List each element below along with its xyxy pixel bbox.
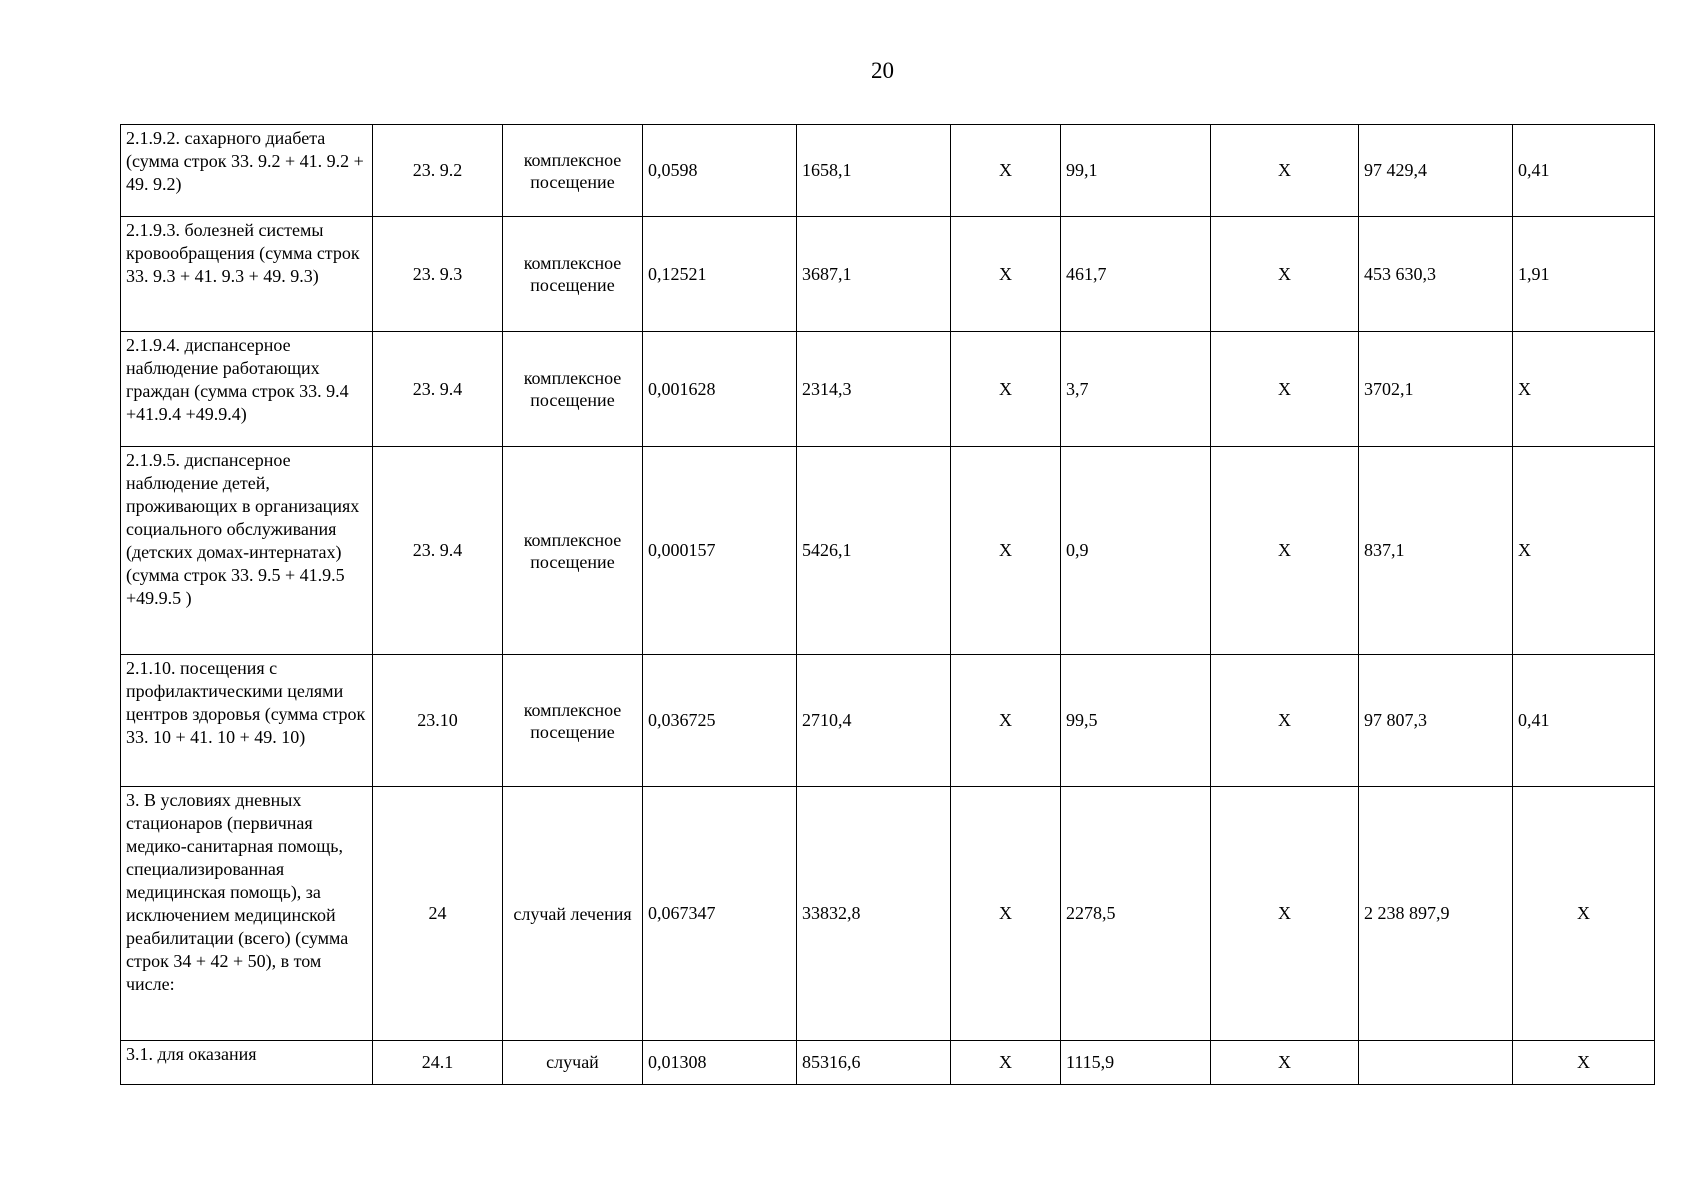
row-volume: 0,01308 <box>643 1041 797 1085</box>
row-cost: 33832,8 <box>797 787 951 1041</box>
row-col6: Х <box>951 217 1061 332</box>
row-col10: Х <box>1513 1041 1655 1085</box>
row-col7: 0,9 <box>1061 447 1211 655</box>
row-col8: Х <box>1211 447 1359 655</box>
row-col6: Х <box>951 787 1061 1041</box>
row-line-number: 23. 9.4 <box>373 447 503 655</box>
row-col6: Х <box>951 655 1061 787</box>
table-row <box>121 655 1655 787</box>
table-row <box>121 447 1655 655</box>
row-line-number: 24 <box>373 787 503 1041</box>
row-name: 2.1.9.4. диспансерное наблюдение работающих граждан (сумма строк 33. 9.4 +41.9.4 +49.9.4) <box>121 332 373 447</box>
row-volume: 0,000157 <box>643 447 797 655</box>
row-col7: 3,7 <box>1061 332 1211 447</box>
page-number: 20 <box>871 58 894 83</box>
row-col7: 99,5 <box>1061 655 1211 787</box>
row-name: 2.1.10. посещения с профилактическими целями центров здоровья (сумма строк 33. 10 + 41. 10 + 49. 10) <box>121 655 373 787</box>
row-col10: 0,41 <box>1513 655 1655 787</box>
row-unit: комплексное посещение <box>503 447 643 655</box>
row-unit: комплексное посещение <box>503 125 643 217</box>
row-col8: Х <box>1211 125 1359 217</box>
row-volume: 0,12521 <box>643 217 797 332</box>
row-col10: 1,91 <box>1513 217 1655 332</box>
row-cost: 3687,1 <box>797 217 951 332</box>
row-col8: Х <box>1211 332 1359 447</box>
row-col6: Х <box>951 1041 1061 1085</box>
row-name: 3.1. для оказания <box>121 1041 373 1085</box>
row-col6: Х <box>951 332 1061 447</box>
row-cost: 1658,1 <box>797 125 951 217</box>
row-col10: Х <box>1513 787 1655 1041</box>
row-col9: 2 238 897,9 <box>1359 787 1513 1041</box>
row-cost: 2314,3 <box>797 332 951 447</box>
row-col9: 97 429,4 <box>1359 125 1513 217</box>
row-line-number: 23. 9.2 <box>373 125 503 217</box>
row-col9: 453 630,3 <box>1359 217 1513 332</box>
row-col7: 1115,9 <box>1061 1041 1211 1085</box>
row-volume: 0,001628 <box>643 332 797 447</box>
row-col9: 837,1 <box>1359 447 1513 655</box>
row-col10: 0,41 <box>1513 125 1655 217</box>
row-col7: 2278,5 <box>1061 787 1211 1041</box>
row-col10: Х <box>1513 332 1655 447</box>
row-volume: 0,0598 <box>643 125 797 217</box>
row-line-number: 23.10 <box>373 655 503 787</box>
row-cost: 5426,1 <box>797 447 951 655</box>
row-unit: комплексное посещение <box>503 217 643 332</box>
row-line-number: 24.1 <box>373 1041 503 1085</box>
data-table <box>120 124 1655 1085</box>
row-cost: 2710,4 <box>797 655 951 787</box>
row-col8: Х <box>1211 1041 1359 1085</box>
row-col7: 99,1 <box>1061 125 1211 217</box>
row-volume: 0,036725 <box>643 655 797 787</box>
row-name: 2.1.9.5. диспансерное наблюдение детей, проживающих в организациях социального обслуживания (детских домах-интернатах) (сумма строк 33. 9.5 + 41.9.5 +49.9.5 ) <box>121 447 373 655</box>
row-col6: Х <box>951 447 1061 655</box>
row-name: 2.1.9.2. сахарного диабета (сумма строк 33. 9.2 + 41. 9.2 + 49. 9.2) <box>121 125 373 217</box>
row-cost: 85316,6 <box>797 1041 951 1085</box>
row-name: 2.1.9.3. болезней системы кровообращения (сумма строк 33. 9.3 + 41. 9.3 + 49. 9.3) <box>121 217 373 332</box>
row-col6: Х <box>951 125 1061 217</box>
row-unit: комплексное посещение <box>503 655 643 787</box>
row-col9: 97 807,3 <box>1359 655 1513 787</box>
table-row <box>121 125 1655 217</box>
table-row <box>121 332 1655 447</box>
row-line-number: 23. 9.4 <box>373 332 503 447</box>
table-row <box>121 787 1655 1041</box>
row-unit: случай <box>503 1041 643 1085</box>
row-col7: 461,7 <box>1061 217 1211 332</box>
row-col8: Х <box>1211 787 1359 1041</box>
row-col8: Х <box>1211 655 1359 787</box>
row-name: 3. В условиях дневных стационаров (первичная медико-санитарная помощь, специализированная медицинская помощь), за исключением медицинской реабилитации (всего) (сумма строк 34 + 42 + 50), в том числе: <box>121 787 373 1041</box>
row-col9: 3702,1 <box>1359 332 1513 447</box>
row-col8: Х <box>1211 217 1359 332</box>
table-row <box>121 1041 1655 1085</box>
row-col9 <box>1359 1041 1513 1085</box>
row-unit: случай лечения <box>503 787 643 1041</box>
row-volume: 0,067347 <box>643 787 797 1041</box>
table-row <box>121 217 1655 332</box>
row-unit: комплексное посещение <box>503 332 643 447</box>
row-line-number: 23. 9.3 <box>373 217 503 332</box>
row-col10: Х <box>1513 447 1655 655</box>
